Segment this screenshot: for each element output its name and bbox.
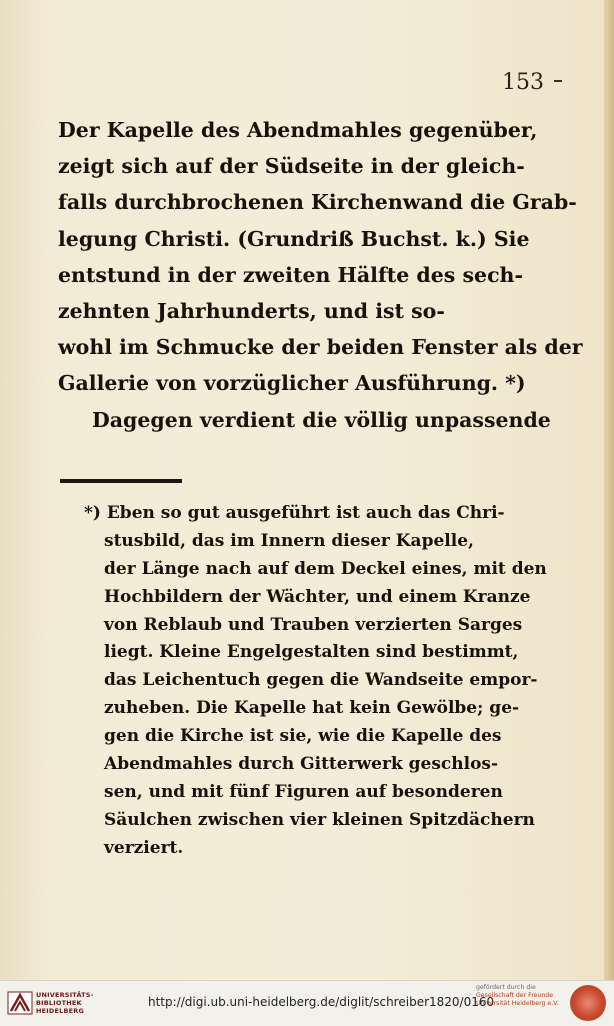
text-line: Der Kapelle des Abendmahles gegenüber,	[58, 118, 538, 142]
text-line: legung Christi. (Grundriß Buchst. k.) Sie	[58, 226, 530, 251]
footnote-line: Säulchen zwischen vier kleinen Spitzdächern	[104, 809, 535, 830]
sponsor-text	[476, 984, 566, 1008]
footnote-line: der Länge nach auf dem Deckel eines, mit den	[104, 558, 547, 579]
main-text	[58, 112, 583, 438]
text-line: Dagegen verdient die völlig unpassende	[92, 407, 551, 432]
footnote-line: Abendmahles durch Gitterwerk geschlos-	[104, 754, 499, 775]
page-number: 153	[502, 70, 544, 95]
university-seal-icon	[570, 985, 606, 1021]
sponsor-name: Universität Heidelberg e.V.	[476, 1000, 559, 1007]
footnote-line: sen, und mit fünf Figuren auf besonderen	[104, 781, 503, 802]
footnote-line: liegt. Kleine Engelgestalten sind bestimmt,	[104, 642, 519, 663]
footnote-line: stusbild, das im Innern dieser Kapelle,	[104, 530, 474, 551]
footnote-line: von Reblaub und Trauben verzierten Sarges	[104, 614, 523, 635]
footnote-line: zuheben. Die Kapelle hat kein Gewölbe; ge-	[104, 698, 520, 719]
text-line: Gallerie von vorzüglicher Ausführung. *)	[58, 371, 526, 396]
footnote-line: das Leichentuch gegen die Wandseite empor-	[104, 670, 538, 691]
text-line: wohl im Schmucke der beiden Fenster als der	[58, 335, 583, 360]
page-edge	[604, 0, 614, 980]
text-line: zehnten Jahrhunderts, und ist so-	[58, 298, 445, 323]
library-name	[36, 991, 94, 1015]
footnote-rule	[60, 479, 182, 483]
sponsor-intro: gefördert durch die	[476, 984, 536, 991]
library-name-line: UNIVERSITÄTS-	[36, 991, 94, 999]
margin-mark	[554, 80, 562, 82]
footnote	[84, 500, 547, 863]
library-name-line: HEIDELBERG	[36, 1007, 85, 1015]
text-line: zeigt sich auf der Südseite in der gleich-	[58, 154, 525, 179]
footnote-line: *) Eben so gut ausgeführt ist auch das Chri-	[84, 503, 505, 523]
permalink-url[interactable]: http://digi.ub.uni-heidelberg.de/diglit/schreiber1820/0160	[148, 995, 495, 1009]
text-line: entstund in der zweiten Hälfte des sech-	[58, 262, 523, 287]
text-line: falls durchbrochenen Kirchenwand die Grab-	[58, 190, 577, 215]
footnote-line: gen die Kirche ist sie, wie die Kapelle des	[104, 726, 502, 747]
library-name-line: BIBLIOTHEK	[36, 999, 82, 1007]
viewer-footer	[0, 980, 614, 1026]
footnote-line: verziert.	[104, 837, 184, 858]
library-logo-icon	[6, 989, 34, 1017]
sponsor-name: Gesellschaft der Freunde	[476, 992, 554, 999]
footnote-line: Hochbildern der Wächter, und einem Kranze	[104, 586, 531, 607]
